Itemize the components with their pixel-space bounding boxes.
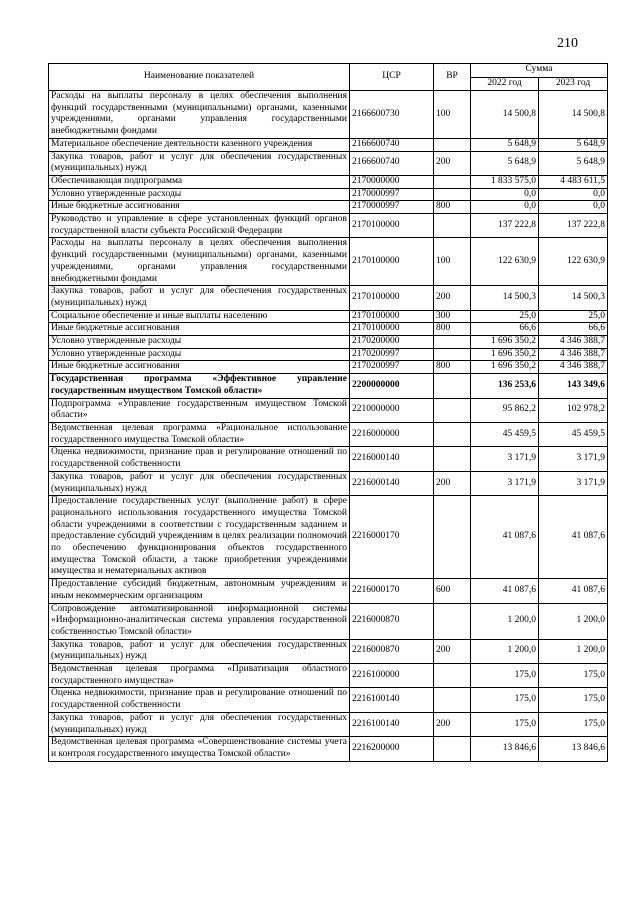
cell-name: Предоставление субсидий бюджетным, автономным учреждениям и иным некоммерческим организациям	[49, 579, 350, 603]
cell-2023: 41 087,6	[539, 579, 608, 603]
cell-2023: 137 222,8	[539, 214, 608, 238]
cell-name: Расходы на выплаты персоналу в целях обеспечения выполнения функций государственными (муниципальными) органами, казенными учреждениями, органами управления государственными внебюджетными фондами	[49, 238, 350, 286]
cell-2023: 3 171,9	[539, 447, 608, 471]
cell-name: Оценка недвижимости, признание прав и регулирование отношений по государственной собственности	[49, 688, 350, 712]
cell-2023: 4 483 611,5	[539, 175, 608, 188]
cell-vr	[434, 447, 471, 471]
cell-vr	[434, 496, 471, 579]
cell-vr: 600	[434, 579, 471, 603]
cell-csr: 2170000997	[350, 201, 434, 214]
cell-2023: 175,0	[539, 712, 608, 736]
table-row	[49, 91, 608, 139]
cell-2023: 122 630,9	[539, 238, 608, 286]
cell-vr	[434, 374, 471, 398]
cell-csr: 2216100000	[350, 664, 434, 688]
header-vr: ВР	[434, 64, 471, 91]
table-row	[49, 688, 608, 712]
table-row	[49, 471, 608, 495]
cell-2022: 1 696 350,2	[471, 361, 539, 374]
cell-2023: 13 846,6	[539, 737, 608, 761]
cell-2022: 122 630,9	[471, 238, 539, 286]
cell-2023: 45 459,5	[539, 422, 608, 446]
cell-2023: 4 346 388,7	[539, 336, 608, 349]
cell-2022: 3 171,9	[471, 447, 539, 471]
cell-2022: 1 833 575,0	[471, 175, 539, 188]
cell-csr: 2170000000	[350, 175, 434, 188]
cell-name: Ведомственная целевая программа «Совершенствование системы учета и контроля государственного имущества Томской области»	[49, 737, 350, 761]
table-row	[49, 737, 608, 761]
cell-csr: 2216100140	[350, 688, 434, 712]
table-row	[49, 496, 608, 579]
cell-name: Иные бюджетные ассигнования	[49, 201, 350, 214]
cell-2022: 137 222,8	[471, 214, 539, 238]
table-row	[49, 323, 608, 336]
cell-vr: 800	[434, 361, 471, 374]
cell-csr: 2170000997	[350, 188, 434, 201]
cell-csr: 2170200997	[350, 348, 434, 361]
cell-vr	[434, 688, 471, 712]
cell-csr: 2170100000	[350, 214, 434, 238]
cell-2022: 175,0	[471, 712, 539, 736]
cell-2022: 0,0	[471, 188, 539, 201]
cell-csr: 2216000870	[350, 603, 434, 639]
header-year-2022: 2022 год	[471, 77, 539, 91]
table-row	[49, 138, 608, 151]
table-row	[49, 639, 608, 663]
cell-name: Социальное обеспечение и иные выплаты населению	[49, 310, 350, 323]
table-row	[49, 579, 608, 603]
cell-vr	[434, 175, 471, 188]
cell-vr: 300	[434, 310, 471, 323]
cell-2023: 14 500,8	[539, 91, 608, 139]
cell-2023: 4 346 388,7	[539, 348, 608, 361]
table-row	[49, 422, 608, 446]
cell-csr: 2216200000	[350, 737, 434, 761]
cell-2022: 1 200,0	[471, 603, 539, 639]
cell-name: Обеспечивающая подпрограмма	[49, 175, 350, 188]
cell-2022: 95 862,2	[471, 398, 539, 422]
cell-name: Закупка товаров, работ и услуг для обеспечения государственных (муниципальных) нужд	[49, 151, 350, 175]
cell-vr: 800	[434, 323, 471, 336]
cell-2022: 41 087,6	[471, 496, 539, 579]
cell-vr: 200	[434, 712, 471, 736]
cell-name: Условно утвержденные расходы	[49, 188, 350, 201]
cell-name: Руководство и управление в сфере установленных функций органов государственной власти субъекта Российской Федерации	[49, 214, 350, 238]
table-row	[49, 712, 608, 736]
cell-2023: 102 978,2	[539, 398, 608, 422]
cell-vr	[434, 348, 471, 361]
cell-2022: 175,0	[471, 688, 539, 712]
cell-vr	[434, 138, 471, 151]
cell-name: Расходы на выплаты персоналу в целях обеспечения выполнения функций государственными (муниципальными) органами, казенными учреждениями, органами управления государственными внебюджетными фондами	[49, 91, 350, 139]
cell-vr	[434, 398, 471, 422]
page-number: 210	[557, 36, 578, 51]
cell-csr: 2216000140	[350, 447, 434, 471]
cell-2022: 1 696 350,2	[471, 336, 539, 349]
table-row	[49, 336, 608, 349]
cell-2022: 175,0	[471, 664, 539, 688]
header-csr: ЦСР	[350, 64, 434, 91]
cell-2023: 5 648,9	[539, 151, 608, 175]
cell-2022: 1 696 350,2	[471, 348, 539, 361]
cell-csr: 2216000870	[350, 639, 434, 663]
cell-2023: 66,6	[539, 323, 608, 336]
cell-2022: 1 200,0	[471, 639, 539, 663]
cell-2023: 143 349,6	[539, 374, 608, 398]
cell-csr: 2170100000	[350, 323, 434, 336]
cell-2023: 25,0	[539, 310, 608, 323]
cell-name: Сопровождение автоматизированной информационной системы «Информационно-аналитическая система управления государственной собственностью Томской области»	[49, 603, 350, 639]
cell-csr: 2216000000	[350, 422, 434, 446]
cell-csr: 2216000140	[350, 471, 434, 495]
cell-csr: 2170100000	[350, 286, 434, 310]
cell-vr: 800	[434, 201, 471, 214]
table-row	[49, 201, 608, 214]
table-row	[49, 361, 608, 374]
cell-csr: 2166600740	[350, 138, 434, 151]
table-row	[49, 447, 608, 471]
table-row	[49, 374, 608, 398]
cell-2022: 66,6	[471, 323, 539, 336]
cell-2023: 175,0	[539, 688, 608, 712]
table-row	[49, 151, 608, 175]
header-year-2023: 2023 год	[539, 77, 608, 91]
cell-name: Условно утвержденные расходы	[49, 348, 350, 361]
cell-2023: 175,0	[539, 664, 608, 688]
cell-name: Иные бюджетные ассигнования	[49, 361, 350, 374]
cell-csr: 2216100140	[350, 712, 434, 736]
cell-2023: 5 648,9	[539, 138, 608, 151]
cell-2023: 4 346 388,7	[539, 361, 608, 374]
cell-csr: 2166600730	[350, 91, 434, 139]
cell-2022: 45 459,5	[471, 422, 539, 446]
cell-name: Закупка товаров, работ и услуг для обеспечения государственных (муниципальных) нужд	[49, 471, 350, 495]
header-name: Наименование показателей	[49, 64, 350, 91]
cell-name: Подпрограмма «Управление государственным имуществом Томской области»	[49, 398, 350, 422]
cell-name: Закупка товаров, работ и услуг для обеспечения государственных (муниципальных) нужд	[49, 712, 350, 736]
table-row	[49, 603, 608, 639]
cell-csr: 2200000000	[350, 374, 434, 398]
cell-name: Иные бюджетные ассигнования	[49, 323, 350, 336]
cell-vr: 200	[434, 151, 471, 175]
cell-2023: 41 087,6	[539, 496, 608, 579]
cell-2022: 136 253,6	[471, 374, 539, 398]
cell-vr: 200	[434, 639, 471, 663]
cell-vr	[434, 214, 471, 238]
cell-csr: 2170200997	[350, 361, 434, 374]
cell-csr: 2210000000	[350, 398, 434, 422]
cell-name: Предоставление государственных услуг (выполнение работ) в сфере рационального использования государственного имущества Томской области учреждениями в соответствии с государственным заданием и предоставление субсидий учреждениям в целях реализации полномочий по обеспечению функционирования объектов государственного имущества Томской области, а также приобретения учреждениями имущества и нематериальных активов	[49, 496, 350, 579]
cell-csr: 2216000170	[350, 579, 434, 603]
cell-2022: 14 500,8	[471, 91, 539, 139]
header-sum: Сумма	[471, 64, 608, 78]
cell-vr: 200	[434, 471, 471, 495]
cell-2022: 14 500,3	[471, 286, 539, 310]
cell-name: Государственная программа «Эффективное управление государственным имуществом Томской области»	[49, 374, 350, 398]
table-row	[49, 238, 608, 286]
cell-2022: 41 087,6	[471, 579, 539, 603]
table-row	[49, 398, 608, 422]
cell-2022: 3 171,9	[471, 471, 539, 495]
cell-csr: 2170200000	[350, 336, 434, 349]
cell-name: Закупка товаров, работ и услуг для обеспечения государственных (муниципальных) нужд	[49, 286, 350, 310]
cell-name: Оценка недвижимости, признание прав и регулирование отношений по государственной собственности	[49, 447, 350, 471]
table-row	[49, 188, 608, 201]
cell-name: Ведомственная целевая программа «Приватизация областного государственного имущества»	[49, 664, 350, 688]
budget-table	[48, 63, 608, 762]
table-row	[49, 310, 608, 323]
cell-csr: 2216000170	[350, 496, 434, 579]
cell-vr: 100	[434, 238, 471, 286]
cell-2022: 0,0	[471, 201, 539, 214]
table-row	[49, 175, 608, 188]
cell-csr: 2170100000	[350, 238, 434, 286]
cell-vr: 200	[434, 286, 471, 310]
table-row	[49, 664, 608, 688]
cell-name: Материальное обеспечение деятельности казенного учреждения	[49, 138, 350, 151]
table-row	[49, 286, 608, 310]
cell-vr	[434, 737, 471, 761]
cell-vr	[434, 336, 471, 349]
cell-name: Ведомственная целевая программа «Рациональное использование государственного имущества Томской области»	[49, 422, 350, 446]
cell-csr: 2166600740	[350, 151, 434, 175]
cell-2023: 1 200,0	[539, 603, 608, 639]
cell-2022: 25,0	[471, 310, 539, 323]
cell-2023: 14 500,3	[539, 286, 608, 310]
cell-2023: 0,0	[539, 201, 608, 214]
cell-name: Условно утвержденные расходы	[49, 336, 350, 349]
cell-vr: 100	[434, 91, 471, 139]
table-row	[49, 214, 608, 238]
cell-2023: 3 171,9	[539, 471, 608, 495]
table-row	[49, 348, 608, 361]
cell-vr	[434, 422, 471, 446]
cell-name: Закупка товаров, работ и услуг для обеспечения государственных (муниципальных) нужд	[49, 639, 350, 663]
cell-vr	[434, 603, 471, 639]
cell-2022: 5 648,9	[471, 138, 539, 151]
cell-vr	[434, 664, 471, 688]
cell-vr	[434, 188, 471, 201]
cell-2022: 5 648,9	[471, 151, 539, 175]
cell-2023: 1 200,0	[539, 639, 608, 663]
cell-csr: 2170100000	[350, 310, 434, 323]
cell-2022: 13 846,6	[471, 737, 539, 761]
cell-2023: 0,0	[539, 188, 608, 201]
